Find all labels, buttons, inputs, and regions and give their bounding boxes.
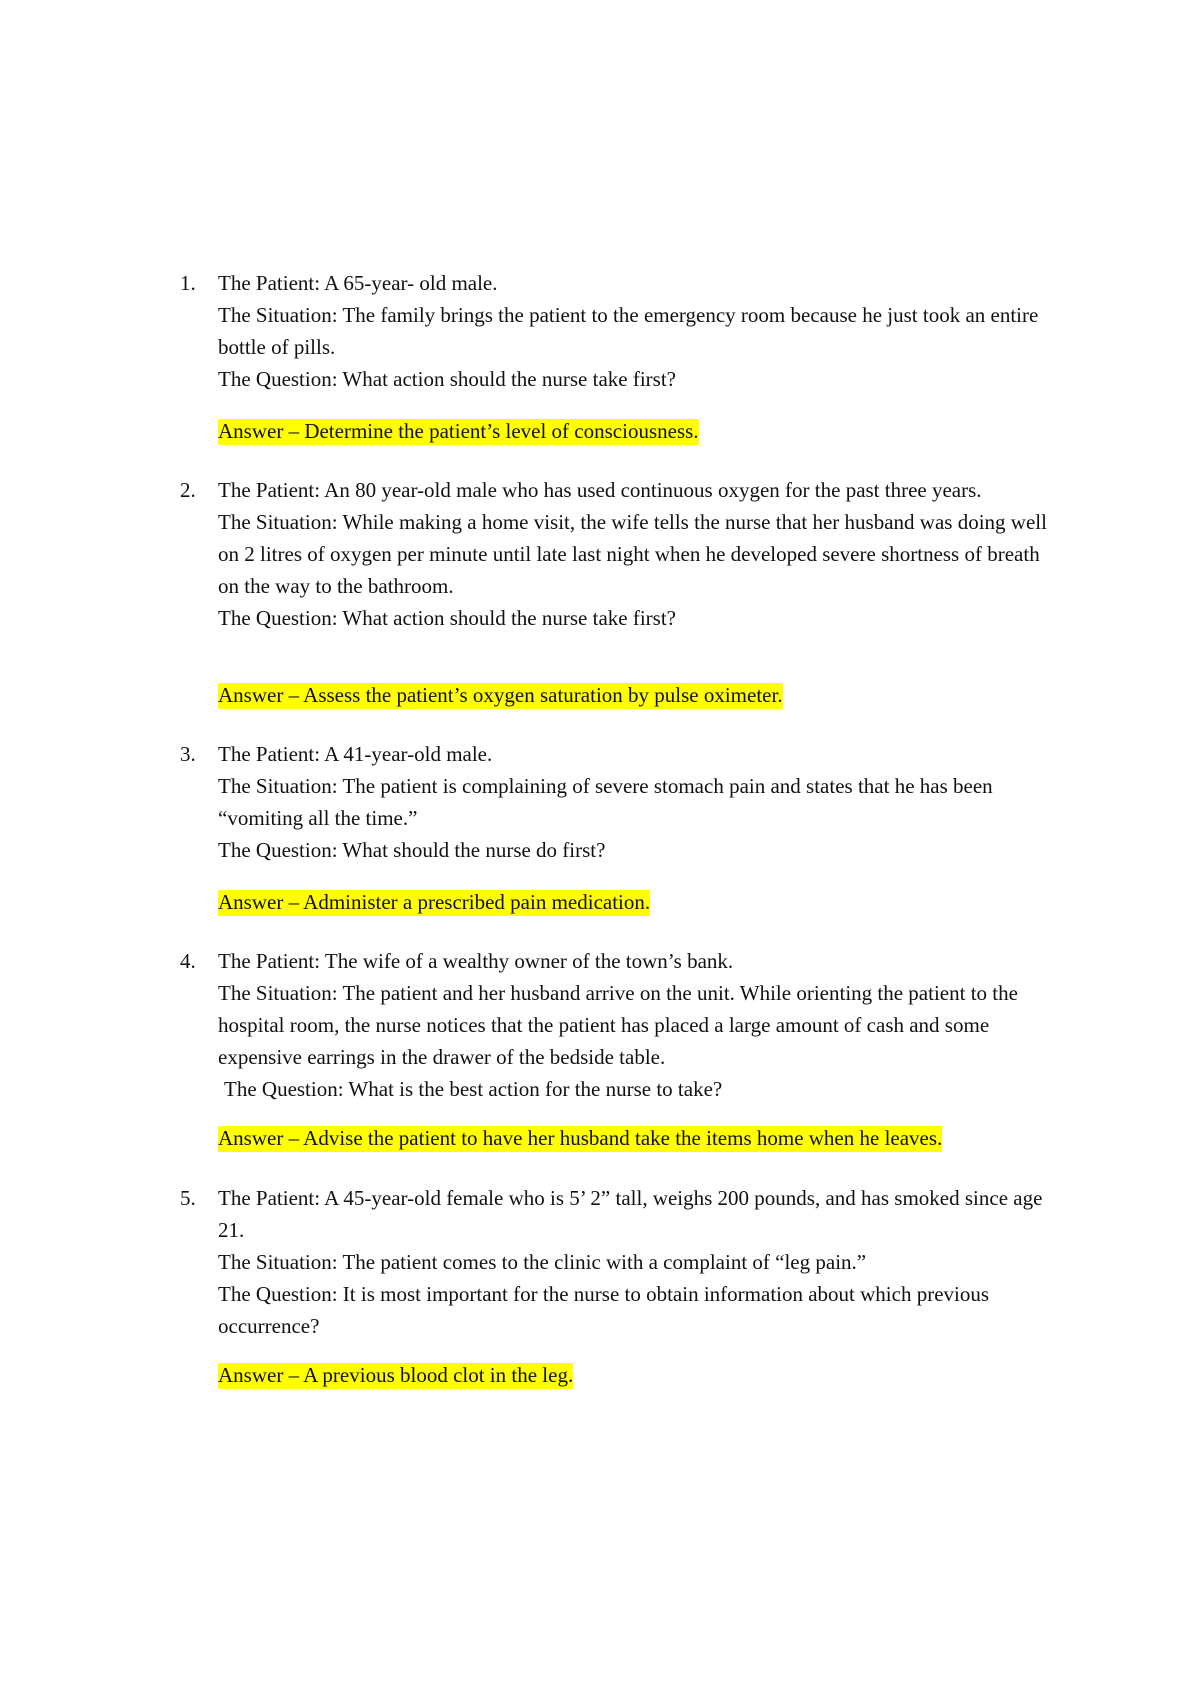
- answer-highlight: [218, 1124, 942, 1152]
- item-body: [218, 474, 1058, 634]
- patient-line: The Patient: A 41-year-old male.: [218, 742, 493, 766]
- item-number: 4.: [180, 949, 196, 973]
- item-body: [218, 738, 1058, 866]
- patient-line: The Patient: The wife of a wealthy owner of the town’s bank.: [218, 949, 734, 973]
- answer-highlight: [218, 888, 650, 916]
- item-number: 1.: [180, 271, 196, 295]
- situation-line: The Situation: The patient and her husband arrive on the unit. While orienting the patient to the hospital room, the nurse notices that the patient has placed a large amount of cash and some expensive earrings in the drawer of the bedside table.: [218, 981, 1018, 1069]
- item-body: [218, 1182, 1058, 1342]
- item-number: 3.: [180, 742, 196, 766]
- situation-line: The Situation: The patient is complaining of severe stomach pain and states that he has been “vomiting all the time.”: [218, 774, 993, 830]
- situation-line: The Situation: The patient comes to the clinic with a complaint of “leg pain.”: [218, 1250, 867, 1274]
- item-number: 2.: [180, 478, 196, 502]
- situation-line: The Situation: While making a home visit, the wife tells the nurse that her husband was doing well on 2 litres of oxygen per minute until late last night when he developed severe shortness of breath on the way to the bathroom.: [218, 510, 1047, 598]
- question-line: The Question: What should the nurse do first?: [218, 838, 606, 862]
- answer-highlight: [218, 417, 699, 445]
- patient-line: The Patient: A 65-year- old male.: [218, 271, 498, 295]
- item-body: [218, 267, 1058, 395]
- answer-text: Answer – Assess the patient’s oxygen saturation by pulse oximeter.: [218, 683, 783, 707]
- answer-highlight: [218, 681, 783, 709]
- answer-text: Answer – Administer a prescribed pain medication.: [218, 890, 651, 914]
- answer-text: Answer – Advise the patient to have her husband take the items home when he leaves.: [218, 1126, 943, 1150]
- question-line: The Question: What action should the nurse take first?: [218, 606, 676, 630]
- item-number: 5.: [180, 1186, 196, 1210]
- question-line: The Question: It is most important for the nurse to obtain information about which previous occurrence?: [218, 1282, 990, 1338]
- answer-text: Answer – A previous blood clot in the leg.: [218, 1363, 574, 1387]
- answer-highlight: [218, 1361, 573, 1389]
- item-body: [218, 945, 1058, 1105]
- question-line: The Question: What is the best action for the nurse to take?: [224, 1077, 723, 1101]
- question-line: The Question: What action should the nurse take first?: [218, 367, 676, 391]
- situation-line: The Situation: The family brings the patient to the emergency room because he just took an entire bottle of pills.: [218, 303, 1039, 359]
- patient-line: The Patient: A 45-year-old female who is 5’ 2” tall, weighs 200 pounds, and has smoked since age 21.: [218, 1186, 1043, 1242]
- patient-line: The Patient: An 80 year-old male who has used continuous oxygen for the past three years.: [218, 478, 982, 502]
- answer-text: Answer – Determine the patient’s level of consciousness.: [218, 419, 699, 443]
